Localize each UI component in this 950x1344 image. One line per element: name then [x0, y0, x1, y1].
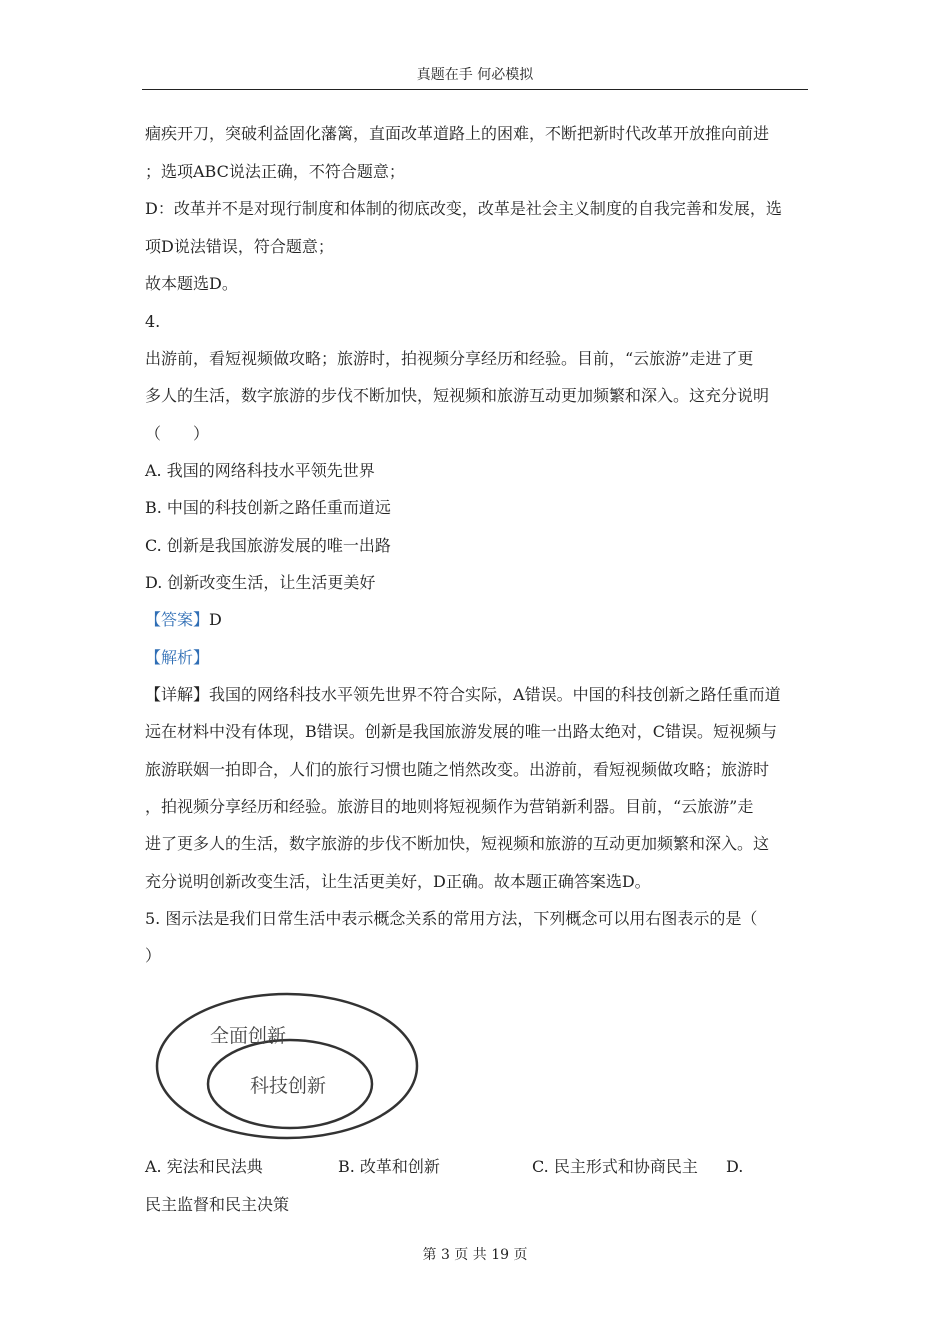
prev-line-1: 痼疾开刀，突破利益固化藩篱，直面改革道路上的困难，不断把新时代改革开放推向前进	[145, 124, 770, 143]
detail-line-2: 远在材料中没有体现，B错误。创新是我国旅游发展的唯一出路太绝对，C错误。短视频与	[145, 722, 778, 741]
detail-line-1	[145, 684, 781, 706]
detail-line-3: 旅游联姻一拍即合，人们的旅行习惯也随之悄然改变。出游前，看短视频做攻略；旅游时	[145, 760, 770, 779]
question-5-option-a: A. 宪法和民法典	[145, 1157, 263, 1176]
question-5-option-d-text: 民主监督和民主决策	[145, 1195, 290, 1214]
question-4-paren: （ ）	[145, 424, 210, 443]
question-5-stem-1: 5. 图示法是我们日常生活中表示概念关系的常用方法，下列概念可以用右图表示的是（	[145, 909, 758, 928]
concept-diagram	[150, 990, 430, 1154]
answer-value: D	[209, 610, 222, 629]
concept-diagram-svg	[150, 990, 430, 1150]
answer-line	[145, 609, 222, 631]
page-number: 第 3 页 共 19 页	[422, 1247, 528, 1263]
question-4-option-c: C. 创新是我国旅游发展的唯一出路	[145, 536, 391, 555]
detail-line-6: 充分说明创新改变生活，让生活更美好，D正确。故本题正确答案选D。	[145, 872, 651, 891]
question-5-option-c: C. 民主形式和协商民主	[532, 1157, 698, 1176]
outer-ellipse	[157, 994, 417, 1138]
detail-line-5: 进了更多人的生活，数字旅游的步伐不断加快，短视频和旅游的互动更加频繁和深入。这	[145, 834, 770, 853]
header-rule	[142, 89, 808, 90]
prev-line-4: 项D说法错误，符合题意；	[145, 237, 334, 256]
question-4-number: 4.	[145, 312, 161, 331]
question-5-stem-2: ）	[145, 946, 162, 965]
detail-line-4: ，拍视频分享经历和经验。旅游目的地则将短视频作为营销新利器。目前，“云旅游”走	[145, 797, 754, 816]
question-5-option-d-letter: D.	[726, 1157, 744, 1176]
detail-text-1: 我国的网络科技水平领先世界不符合实际，A错误。中国的科技创新之路任重而道	[209, 685, 781, 704]
outer-label: 全面创新	[210, 1025, 287, 1047]
inner-label: 科技创新	[250, 1075, 327, 1097]
page-header: 真题在手 何必模拟	[416, 67, 534, 83]
question-4-option-b: B. 中国的科技创新之路任重而道远	[145, 498, 391, 517]
prev-line-5: 故本题选D。	[145, 274, 238, 293]
question-4-option-d: D. 创新改变生活，让生活更美好	[145, 573, 376, 592]
question-5-option-b: B. 改革和创新	[338, 1157, 440, 1176]
question-4-stem-1: 出游前，看短视频做攻略；旅游时，拍视频分享经历和经验。目前，“云旅游”走进了更	[145, 349, 754, 368]
detail-tag: 【详解】	[145, 685, 210, 704]
prev-line-2: ；选项ABC说法正确，不符合题意；	[145, 162, 405, 181]
answer-tag: 【答案】	[145, 610, 210, 629]
question-4-option-a: A. 我国的网络科技水平领先世界	[145, 461, 375, 480]
analysis-tag: 【解析】	[145, 648, 210, 667]
prev-line-3: D：改革并不是对现行制度和体制的彻底改变，改革是社会主义制度的自我完善和发展，选	[145, 199, 782, 218]
question-4-stem-2: 多人的生活，数字旅游的步伐不断加快，短视频和旅游互动更加频繁和深入。这充分说明	[145, 386, 770, 405]
